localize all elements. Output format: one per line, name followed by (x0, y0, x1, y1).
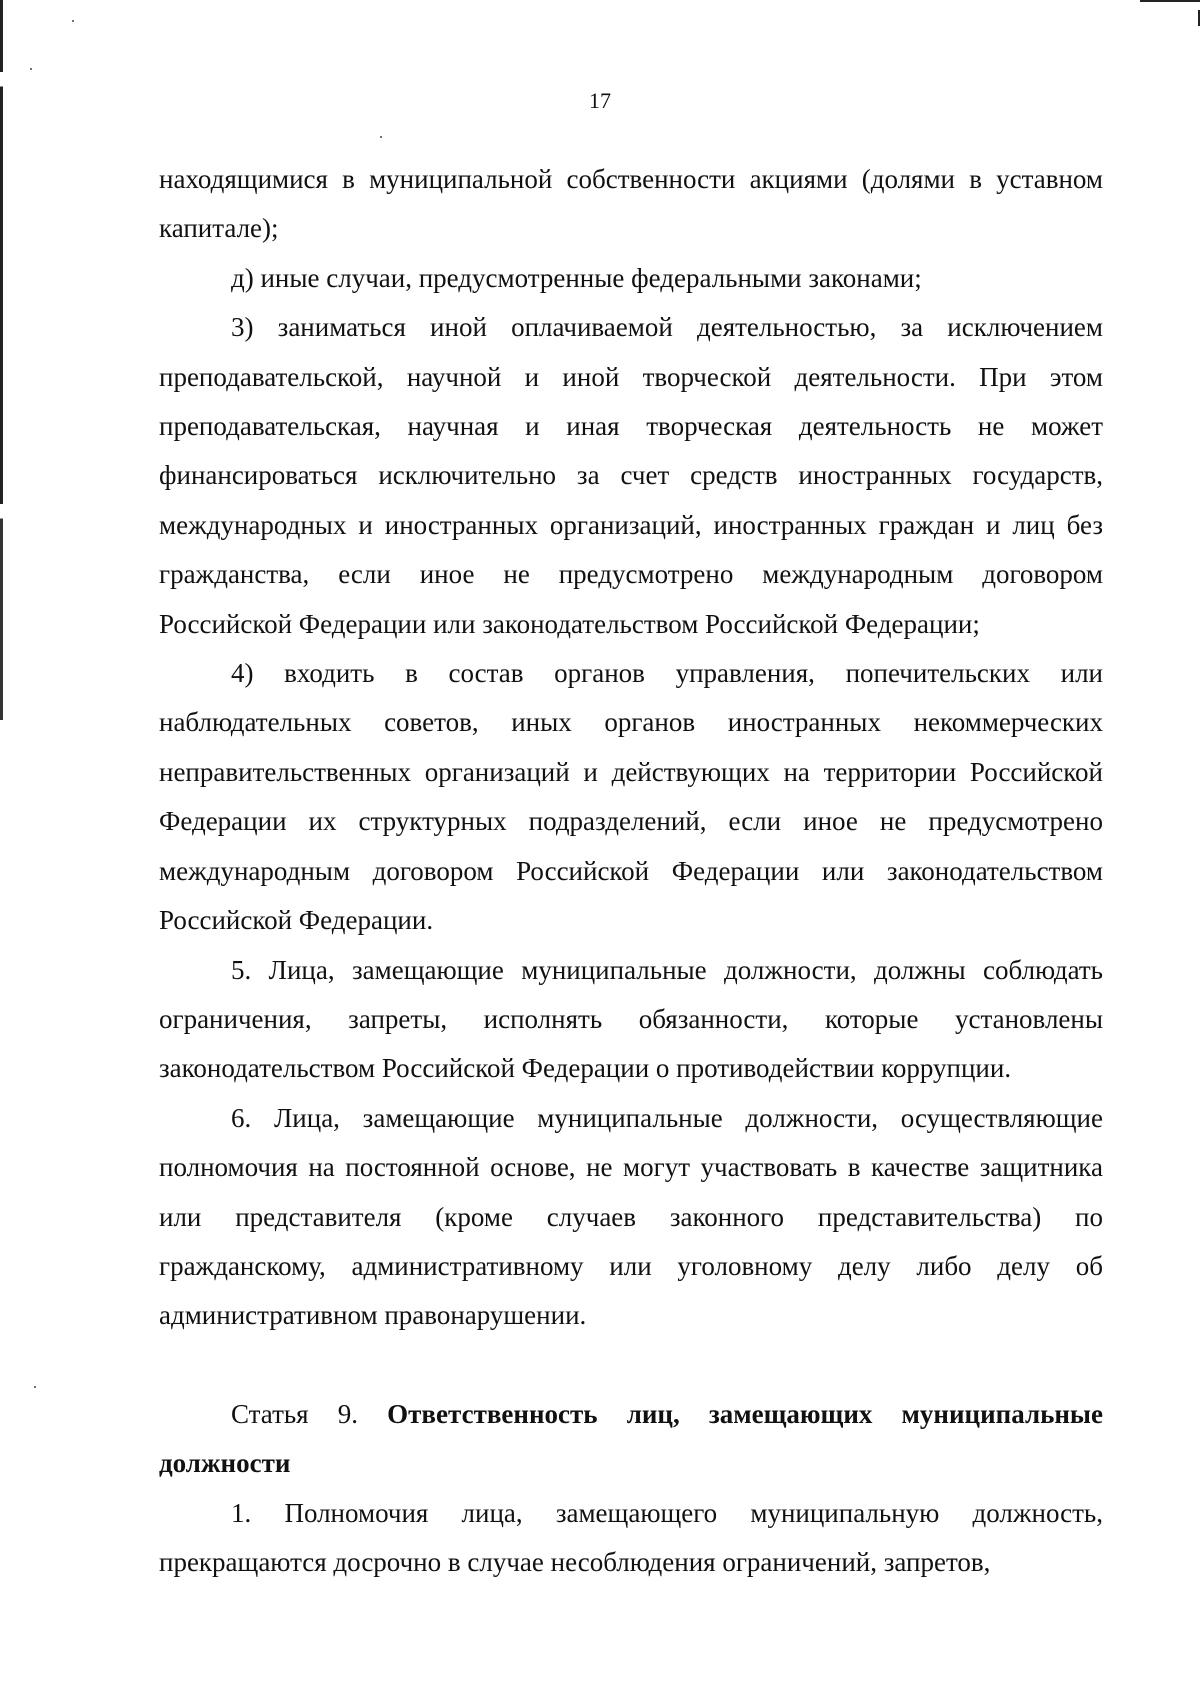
scan-speck (380, 136, 382, 138)
page-number: 17 (589, 88, 611, 113)
article-paragraph-1: 1. Полномочия лица, замещающего муниципальную должность, прекращаются досрочно в случае несоблюдения ограничений, запретов, (159, 1497, 1103, 1577)
document-body (159, 155, 1103, 1587)
paragraph-continuation: находящимися в муниципальной собственности акциями (долями в уставном капитале); (159, 164, 1103, 244)
scan-speck (34, 1386, 36, 1388)
scan-speck (30, 68, 32, 70)
paragraph-item-d: д) иные случаи, предусмотренные федеральными законами; (231, 262, 922, 293)
paragraph-item-4: 4) входить в состав органов управления, попечительских или наблюдательных советов, иных органов иностранных некоммерческих неправительственных организаций и действующих на территории Российской Федерации их структурных подразделений, если иное не предусмотрено международным договором Российской Федерации или законодательством Российской Федерации. (159, 658, 1103, 936)
paragraph-clause-5: 5. Лица, замещающие муниципальные должности, должны соблюдать ограничения, запреты, исполнять обязанности, которые установлены законодательством Российской Федерации о противодействии коррупции. (159, 954, 1103, 1084)
scan-speck (72, 20, 74, 22)
article-number: Статья 9. (231, 1398, 388, 1429)
scan-border-top (1140, 0, 1200, 2)
paragraph-item-3: 3) заниматься иной оплачиваемой деятельностью, за исключением преподавательской, научной и иной творческой деятельности. При этом преподавательская, научная и иная творческая деятельность не может финансироваться исключительно за счет средств иностранных государств, международных и иностранных организаций, иностранных граждан и лиц без гражданства, если иное не предусмотрено международным договором Российской Федерации или законодательством Российской Федерации; (159, 312, 1103, 639)
paragraph-clause-6: 6. Лица, замещающие муниципальные должности, осуществляющие полномочия на постоянной основе, не могут участвовать в качестве защитника или представителя (кроме случаев законного представительства) по гражданскому, административному или уголовному делу либо делу об административном правонарушении. (159, 1102, 1103, 1331)
article-heading (159, 1390, 1103, 1489)
article-title: Ответственность лиц, замещающих муниципальные должности (159, 1398, 1103, 1479)
